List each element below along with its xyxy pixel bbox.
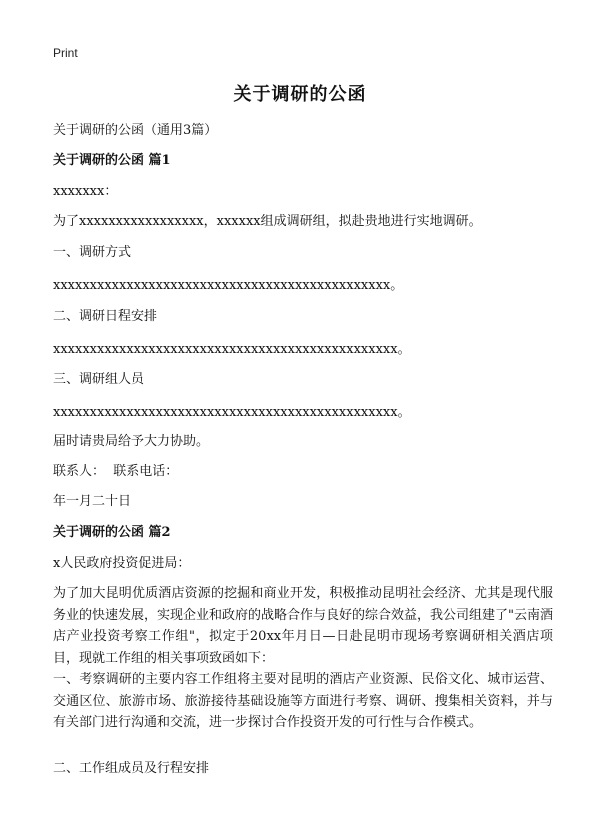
- section1-date: 年一月二十日: [53, 494, 132, 509]
- document-subtitle: 关于调研的公函（通用3篇）: [53, 123, 218, 138]
- section1-item2-title: 二、调研日程安排: [53, 309, 158, 324]
- section2-paragraph-1: 为了加大昆明优质酒店资源的挖掘和商业开发，积极推动昆明社会经济、尤其是现代服务业的快速发展，实现企业和政府的战略合作与良好的综合效益，我公司组建了"云南酒店产业投资考察工作组"，拟定于20xx年月日—日赴昆明市现场考察调研相关酒店项目，现就工作组的相关事项致函如下：: [53, 586, 553, 666]
- section1-item3-title: 三、调研组人员: [53, 372, 145, 387]
- section1-item1-body: xxxxxxxxxxxxxxxxxxxxxxxxxxxxxxxxxxxxxxxxxxxxxx。: [53, 278, 404, 293]
- section1-closing: 届时请贵局给予大力协助。: [53, 434, 210, 449]
- section2-salutation: x人民政府投资促进局：: [53, 556, 191, 571]
- section1-item2-body: xxxxxxxxxxxxxxxxxxxxxxxxxxxxxxxxxxxxxxxxxxxxxxx。: [53, 342, 411, 357]
- section1-item1-title: 一、调研方式: [53, 245, 132, 260]
- section1-item3-body: xxxxxxxxxxxxxxxxxxxxxxxxxxxxxxxxxxxxxxxxxxxxxxx。: [53, 405, 411, 420]
- section1-intro: 为了xxxxxxxxxxxxxxxxx，xxxxxx组成调研组，拟赴贵地进行实地调研。: [53, 214, 482, 229]
- section1-heading: 关于调研的公函 篇1: [53, 153, 171, 168]
- section1-contact: 联系人： 联系电话：: [53, 464, 179, 479]
- section2-item2-title: 二、工作组成员及行程安排: [53, 761, 210, 776]
- section1-salutation: xxxxxxx：: [53, 184, 118, 199]
- section2-heading: 关于调研的公函 篇2: [53, 525, 171, 540]
- section2-paragraph-2: 一、考察调研的主要内容工作组将主要对昆明的酒店产业资源、民俗文化、城市运营、交通区位、旅游市场、旅游接待基础设施等方面进行考察、调研、搜集相关资料，并与有关部门进行沟通和交流，进一步探讨合作投资开发的可行性与合作模式。: [53, 672, 553, 730]
- print-label: Print: [53, 46, 78, 60]
- document-title: 关于调研的公函: [233, 84, 367, 105]
